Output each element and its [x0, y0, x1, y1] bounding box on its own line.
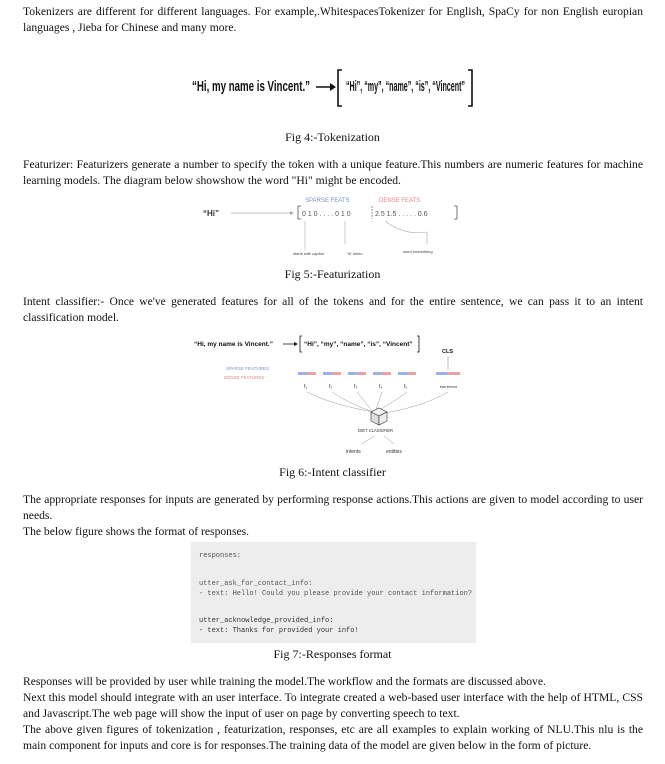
intent-classifier-figure: [190, 332, 480, 460]
fig5-note-token: 'hi' token: [347, 251, 363, 256]
fig4-tokens: “Hi”, “my”, “name”, “is”, “Vincent”: [346, 78, 465, 95]
caption-fig5: Fig 5:-Featurization: [284, 267, 381, 281]
fig5-left-bracket: [298, 206, 301, 219]
fig6-intents: intents: [346, 449, 361, 455]
fig6-bar-4-dense: [382, 372, 391, 375]
fig6-bar-3-sparse: [348, 372, 357, 375]
fig6-bar-2-dense: [332, 372, 341, 375]
cube-icon: [371, 408, 387, 425]
fig4-right-bracket: [468, 70, 472, 106]
fig6-output-lines: [362, 436, 394, 444]
fig6-bar-cls-dense: [448, 372, 460, 375]
fig5-sparse-values: 0 1 0 . . . . 0 1 0: [302, 211, 351, 218]
code-line-ask-contact-text: - text: Hello! Could you please provide your contact information?: [199, 590, 473, 598]
fig6-right-bracket: [417, 336, 419, 352]
fig6-cls: CLS: [442, 349, 453, 355]
paragraph-responses-format: The below figure shows the format of responses.: [23, 525, 250, 538]
paragraph-intent-classifier: Intent classifier:- Once we've generated features for all of the tokens and for the entire sentence, we can pass it to an intent classification model.: [23, 295, 643, 324]
fig6-bar-2-sparse: [323, 372, 332, 375]
fig6-bar-1-sparse: [298, 372, 307, 375]
fig6-sentence: “Hi, my name is Vincent.”: [194, 341, 273, 348]
code-line-acknowledge: utter_acknowledge_provided_info:: [199, 617, 334, 625]
fig6-bar-1-dense: [307, 372, 316, 375]
fig6-entities: entities: [386, 449, 402, 455]
fig6-bar-4-sparse: [373, 372, 382, 375]
caption-fig4: Fig 4:-Tokenization: [285, 130, 380, 144]
fig4-sentence: “Hi, my name is Vincent.”: [192, 78, 310, 95]
responses-code-block: [191, 542, 476, 643]
fig5-dense-label: DENSE FEATS: [379, 198, 421, 204]
fig6-legend-dense: DENSE FEATURES: [224, 375, 265, 380]
fig5-arrow-head: [290, 211, 294, 215]
paragraph-user-interface: Next this model should integrate with an user interface. To integrate created a web-based user interface with the help of HTML, CSS and Javascript.The web page will show the input of user on page by converting speech to text.: [23, 691, 643, 720]
fig5-dense-values: 2.5 1.5 . . . . . 0.6: [375, 211, 428, 218]
tokenization-figure: [190, 66, 480, 116]
fig6-f1: f₁: [304, 384, 308, 390]
caption-fig6: Fig 6:-Intent classifier: [279, 465, 386, 479]
fig5-word: “Hi”: [203, 209, 219, 218]
paragraph-nlu-summary: The above given figures of tokenization , featurization, responses, etc are all examples to explain working of NLU.This nlu is the main component for inputs and core is for responses.The training data of the model are given below in the form of picture.: [23, 723, 643, 752]
fig6-f3: f₃: [354, 384, 358, 390]
fig6-tokens: “Hi”, “my”, “name”, “is”, “Vincent”: [304, 341, 413, 348]
code-line-ask-contact: utter_ask_for_contact_info:: [199, 580, 313, 588]
paragraph-training: Responses will be provided by user while training the model.The workflow and the formats are discussed above.: [23, 675, 546, 688]
fig4-left-bracket: [338, 70, 342, 106]
fig6-bar-5-sparse: [398, 372, 407, 375]
fig6-f5: f₅: [404, 384, 408, 390]
code-line-acknowledge-text: - text: Thanks for provided your info!: [199, 627, 359, 635]
fig5-sparse-label: SPARSE FEATS: [305, 198, 350, 204]
fig5-note-capital: starts with capital: [293, 251, 324, 256]
fig6-feature-bars: [298, 372, 460, 375]
fig6-f2: f₂: [329, 384, 333, 390]
code-line-responses: responses:: [199, 552, 242, 560]
fig6-left-bracket: [300, 336, 302, 352]
caption-fig7: Fig 7:-Responses format: [273, 647, 392, 661]
fig6-bar-3-dense: [357, 372, 366, 375]
fig6-diet-label: DIET CLASSIFIER: [358, 428, 394, 433]
paragraph-tokenizers: Tokenizers are different for different languages. For example,.WhitespacesTokenizer for English, SpaCy for non English europian languages , Jieba for Chinese and many more.: [23, 5, 643, 34]
fig6-fsentence: fsentence: [440, 384, 458, 389]
fig5-right-bracket: [454, 206, 457, 219]
fig6-legend-sparse: SPARSE FEATURES: [226, 366, 269, 371]
fig6-bar-cls-sparse: [436, 372, 448, 375]
fig6-arrow-head: [294, 342, 298, 346]
fig5-note-embedding: word embedding: [403, 249, 433, 254]
fig6-f4: f₄: [379, 384, 383, 390]
fig4-arrow-head: [330, 83, 336, 91]
featurization-figure: [195, 192, 475, 262]
paragraph-featurizer: Featurizer: Featurizers generate a number to specify the token with a unique feature.This numbers are numeric features for machine learning models. The diagram below showshow the word "Hi" might be encoded.: [23, 158, 643, 187]
paragraph-responses: The appropriate responses for inputs are generated by performing response actions.This actions are given to model according to user needs.: [23, 493, 643, 522]
fig6-bar-5-dense: [407, 372, 416, 375]
fig5-connectors: [305, 221, 427, 250]
